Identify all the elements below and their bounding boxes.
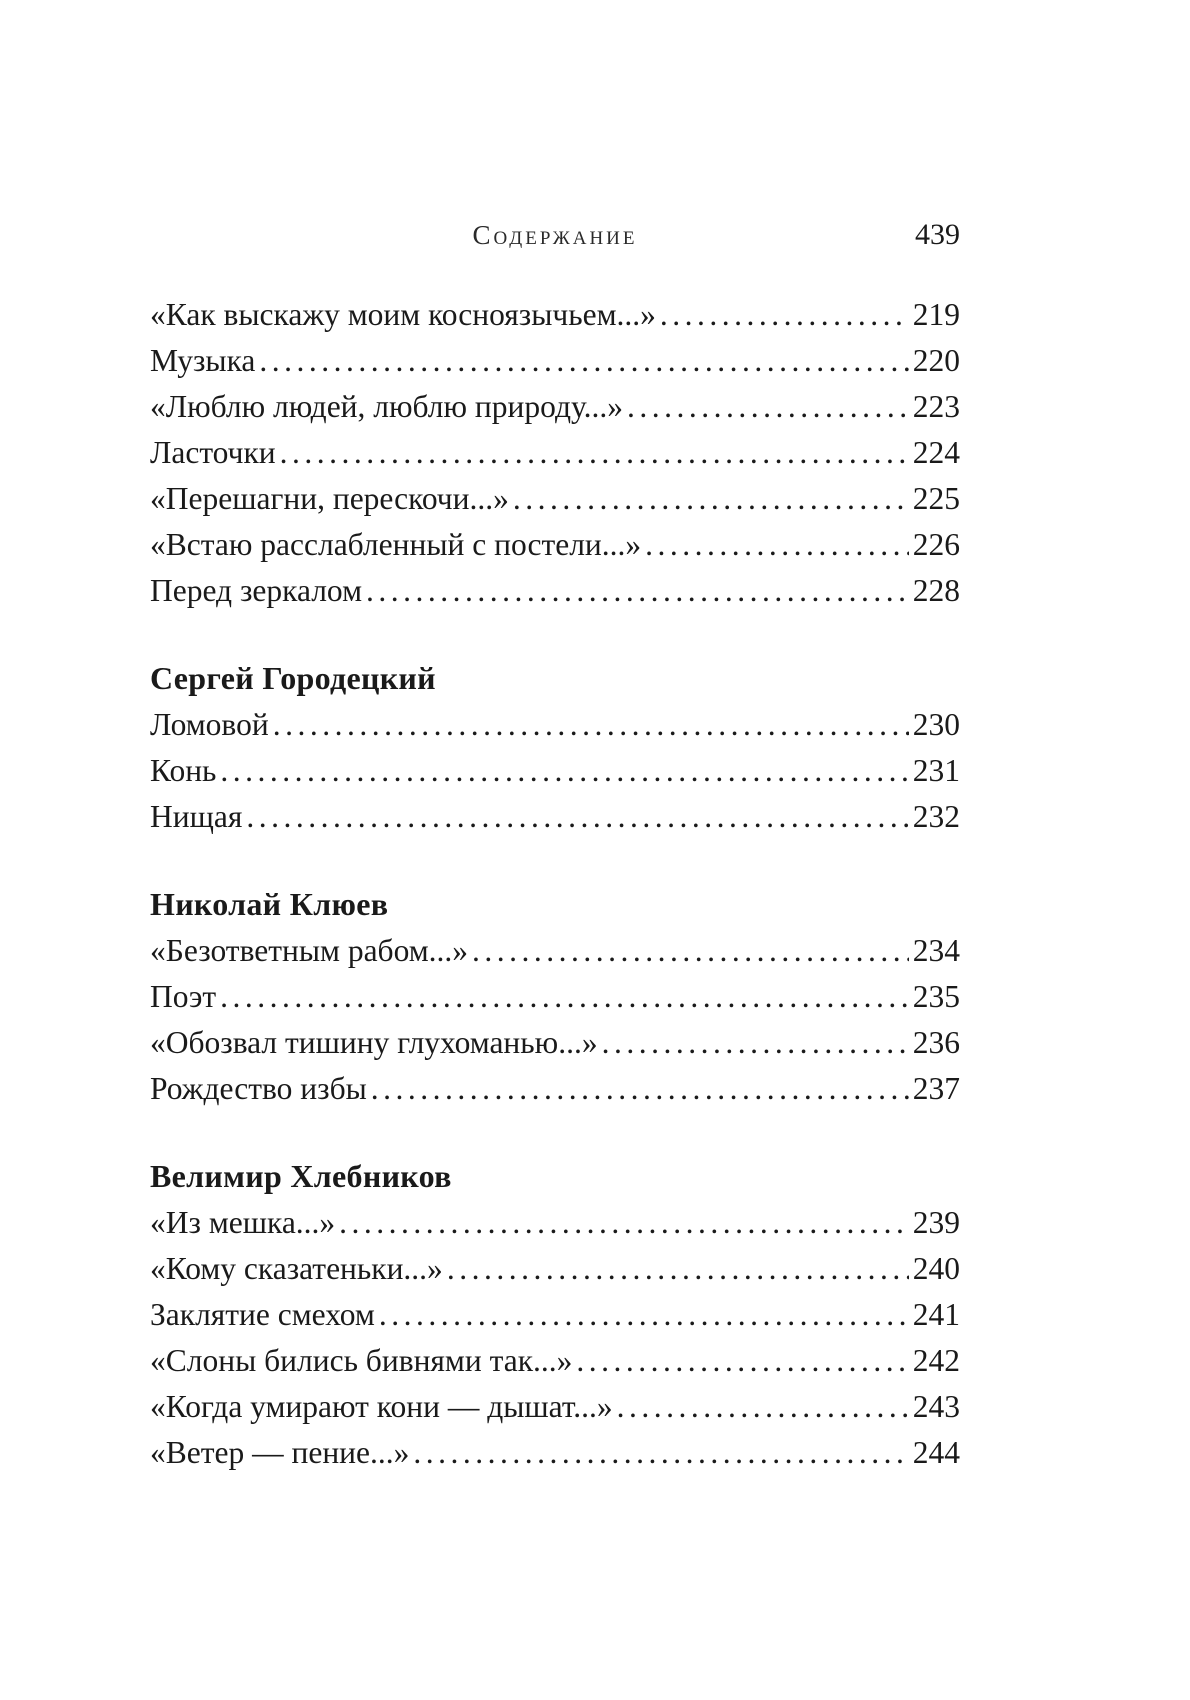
toc-section-khlebnikov bbox=[150, 1152, 960, 1476]
page-number: 439 bbox=[915, 218, 960, 251]
toc-entry bbox=[150, 1200, 960, 1246]
author-heading: Велимир Хлебников bbox=[150, 1158, 452, 1194]
toc-entry bbox=[150, 568, 960, 614]
toc-entry bbox=[150, 1066, 960, 1112]
entry-page-number: 236 bbox=[912, 1025, 960, 1060]
dot-leader bbox=[273, 702, 909, 748]
entry-title: Музыка bbox=[150, 343, 256, 378]
entry-title: Ласточки bbox=[150, 435, 276, 470]
dot-leader bbox=[447, 1246, 909, 1292]
entry-page-number: 220 bbox=[912, 343, 960, 378]
toc-entry bbox=[150, 974, 960, 1020]
dot-leader bbox=[220, 748, 908, 794]
dot-leader bbox=[246, 794, 908, 840]
dot-leader bbox=[576, 1338, 908, 1384]
toc-entry bbox=[150, 522, 960, 568]
running-head bbox=[150, 210, 960, 260]
entry-page-number: 230 bbox=[912, 707, 960, 742]
entry-title: Нищая bbox=[150, 799, 243, 834]
author-heading: Николай Клюев bbox=[150, 886, 389, 922]
entry-page-number: 242 bbox=[912, 1343, 960, 1378]
dot-leader bbox=[645, 522, 909, 568]
toc-entry bbox=[150, 384, 960, 430]
entry-title: Ломовой bbox=[150, 707, 269, 742]
toc-entry bbox=[150, 1292, 960, 1338]
dot-leader bbox=[413, 1430, 908, 1476]
entry-page-number: 240 bbox=[912, 1251, 960, 1286]
dot-leader bbox=[259, 338, 908, 384]
author-heading: Сергей Городецкий bbox=[150, 660, 436, 696]
dot-leader bbox=[220, 974, 909, 1020]
toc-entry bbox=[150, 430, 960, 476]
entry-title: Поэт bbox=[150, 979, 217, 1014]
toc-entry bbox=[150, 476, 960, 522]
toc-page bbox=[150, 210, 960, 1476]
dot-leader bbox=[280, 430, 909, 476]
dot-leader bbox=[627, 384, 909, 430]
toc-entry bbox=[150, 1430, 960, 1476]
dot-leader bbox=[379, 1292, 909, 1338]
toc-section-gorodetsky bbox=[150, 654, 960, 840]
toc-entry bbox=[150, 292, 960, 338]
dot-leader bbox=[339, 1200, 909, 1246]
dot-leader bbox=[371, 1066, 909, 1112]
entry-title: «Кому сказатеньки...» bbox=[150, 1251, 443, 1286]
entry-title: «Когда умирают кони — дышат...» bbox=[150, 1389, 613, 1424]
entry-page-number: 224 bbox=[912, 435, 960, 470]
entry-title: «Слоны бились бивнями так...» bbox=[150, 1343, 573, 1378]
toc-entry bbox=[150, 748, 960, 794]
entry-page-number: 232 bbox=[912, 799, 960, 834]
entry-title: «Встаю расслабленный с постели...» bbox=[150, 527, 642, 562]
toc-entry bbox=[150, 1338, 960, 1384]
entry-title: «Обозвал тишину глухоманью...» bbox=[150, 1025, 598, 1060]
running-title: Содержание bbox=[472, 220, 638, 250]
dot-leader bbox=[472, 928, 909, 974]
entry-page-number: 226 bbox=[912, 527, 960, 562]
entry-page-number: 241 bbox=[912, 1297, 960, 1332]
entry-page-number: 223 bbox=[912, 389, 960, 424]
entry-title: «Перешагни, перескочи...» bbox=[150, 481, 509, 516]
entry-title: Заклятие смехом bbox=[150, 1297, 375, 1332]
toc-entry bbox=[150, 794, 960, 840]
toc-entry bbox=[150, 928, 960, 974]
entry-title: «Из мешка...» bbox=[150, 1205, 336, 1240]
entry-page-number: 237 bbox=[912, 1071, 960, 1106]
toc-entry bbox=[150, 1384, 960, 1430]
toc-section-klyuev bbox=[150, 880, 960, 1112]
entry-title: «Как выскажу моим косноязычьем...» bbox=[150, 297, 656, 332]
dot-leader bbox=[602, 1020, 909, 1066]
entry-page-number: 231 bbox=[912, 753, 960, 788]
entry-page-number: 219 bbox=[912, 297, 960, 332]
entry-page-number: 243 bbox=[912, 1389, 960, 1424]
entry-title: Конь bbox=[150, 753, 217, 788]
toc-entry bbox=[150, 1246, 960, 1292]
dot-leader bbox=[660, 292, 909, 338]
entry-page-number: 239 bbox=[912, 1205, 960, 1240]
entry-title: «Безответным рабом...» bbox=[150, 933, 469, 968]
entry-title: «Ветер — пение...» bbox=[150, 1435, 410, 1470]
entry-page-number: 225 bbox=[912, 481, 960, 516]
entry-title: Рождество избы bbox=[150, 1071, 367, 1106]
dot-leader bbox=[513, 476, 909, 522]
entry-title: «Люблю людей, люблю природу...» bbox=[150, 389, 623, 424]
entry-page-number: 235 bbox=[912, 979, 960, 1014]
dot-leader bbox=[617, 1384, 909, 1430]
entry-page-number: 234 bbox=[912, 933, 960, 968]
entry-page-number: 228 bbox=[912, 573, 960, 608]
toc-entry bbox=[150, 702, 960, 748]
toc-intro-entries bbox=[150, 292, 960, 614]
dot-leader bbox=[366, 568, 909, 614]
toc-entry bbox=[150, 1020, 960, 1066]
entry-page-number: 244 bbox=[912, 1435, 960, 1470]
entry-title: Перед зеркалом bbox=[150, 573, 363, 608]
toc-entry bbox=[150, 338, 960, 384]
